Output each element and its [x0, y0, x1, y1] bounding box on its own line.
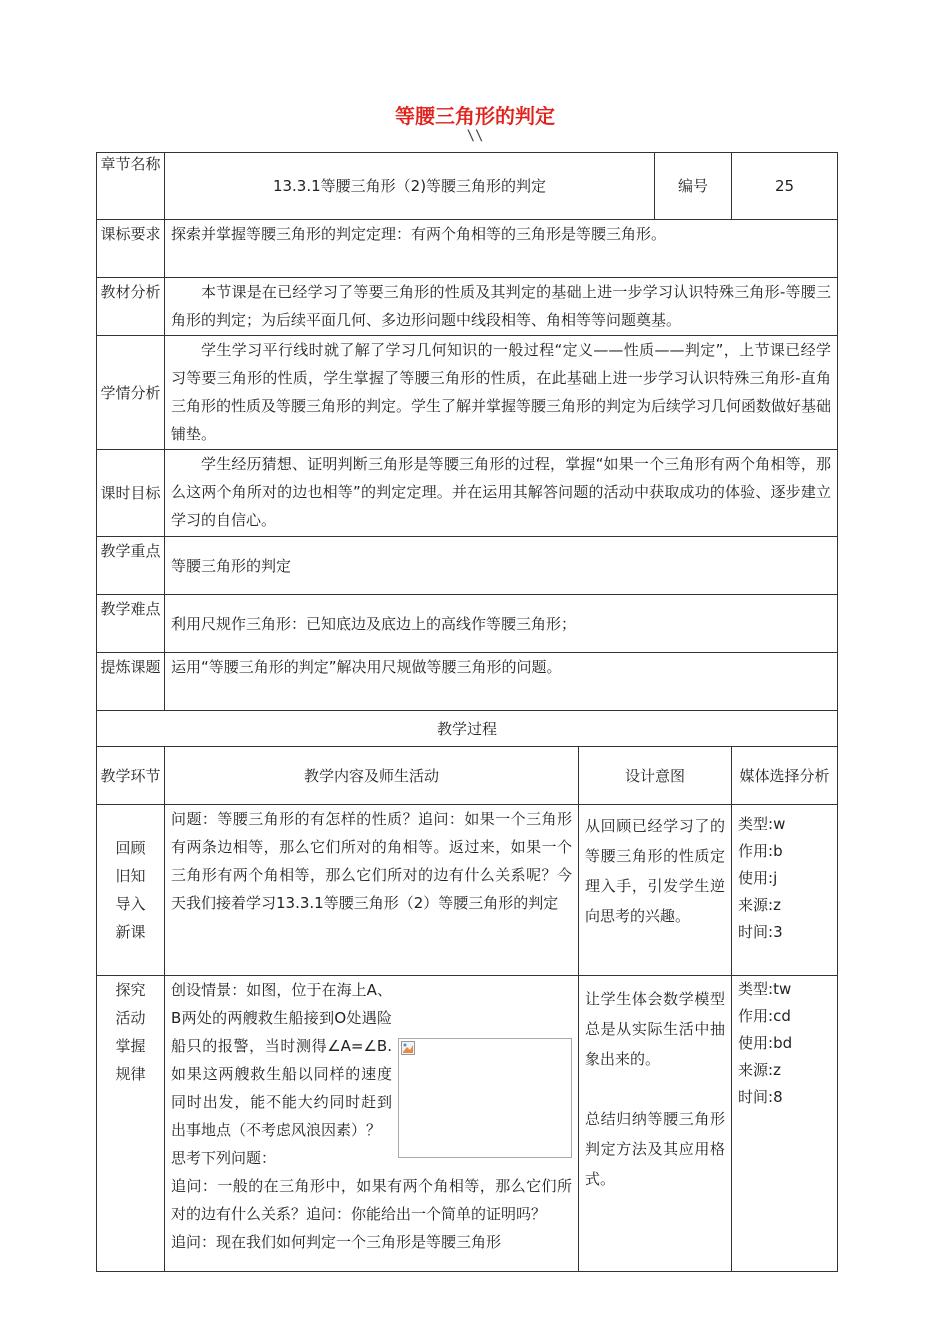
- media-item: 时间:3: [738, 923, 783, 941]
- chapter-label: 章节名称: [97, 153, 165, 220]
- row-text: 探索并掌握等腰三角形的判定定理：有两个角相等的三角形是等腰三角形。: [165, 220, 838, 278]
- stage-intent: 从回顾已经学习了的等腰三角形的性质定理入手，引发学生逆向思考的兴趣。: [579, 805, 732, 976]
- media-item: 类型:tw: [738, 980, 792, 998]
- table-row: [97, 537, 838, 595]
- row-text: 学生学习平行线时就了解了学习几何知识的一般过程“定义——性质——判定”，上节课已经学习等要三角形的性质，学生掌握了等腰三角形的性质，在此基础上进一步学习认识特殊三角形-直角三角形的性质及等腰三角形的判定。学生了解并掌握等腰三角形的判定为后续学习几何函数做好基础铺垫。: [165, 336, 838, 450]
- row-label: 课时目标: [97, 450, 165, 537]
- stage-label: 探究活动掌握规律: [97, 976, 165, 1272]
- table-row: [97, 336, 838, 450]
- col-media-header: 媒体选择分析: [732, 747, 838, 805]
- table-row: [97, 278, 838, 336]
- stage-label: 回顾旧知导入新课: [97, 805, 165, 976]
- lesson-plan-table: [96, 152, 838, 1272]
- row-text: 利用尺规作三角形：已知底边及底边上的高线作等腰三角形；: [165, 595, 838, 653]
- process-heading: 教学过程: [97, 711, 838, 747]
- media-item: 使用:bd: [738, 1034, 793, 1052]
- scenario-text: 创设情景：如图，位于在海上A、B两处的两艘救生船接到O处遇险船只的报警，当时测得∠A=∠B. 如果这两艘救生船以同样的速度同时出发，能不能大约同时赶到出事地点（不考虑风浪因素）？: [171, 981, 392, 1139]
- col-stage-header: 教学环节: [97, 747, 165, 805]
- subtitle-mark: \\: [466, 128, 484, 144]
- row-text: 学生经历猜想、证明判断三角形是等腰三角形的过程，掌握“如果一个三角形有两个角相等，那么这两个角所对的边也相等”的判定定理。并在运用其解答问题的活动中获取成功的体验、逐步建立学习的自信心。: [165, 450, 838, 537]
- stage-row: [97, 805, 838, 976]
- page-title: 等腰三角形的判定: [395, 104, 555, 128]
- stage-row: [97, 976, 838, 1272]
- table-row: [97, 595, 838, 653]
- stage-media: [732, 805, 838, 976]
- media-item: 作用:b: [738, 842, 783, 860]
- row-text: 本节课是在已经学习了等要三角形的性质及其判定的基础上进一步学习认识特殊三角形-等腰三角形的判定；为后续平面几何、多边形问题中线段相等、角相等等问题奠基。: [165, 278, 838, 336]
- stage-intent: [579, 976, 732, 1272]
- table-row: [97, 450, 838, 537]
- row-label: 课标要求: [97, 220, 165, 278]
- col-intent-header: 设计意图: [579, 747, 732, 805]
- row-text: 等腰三角形的判定: [165, 537, 838, 595]
- intent-text: 让学生体会数学模型总是从实际生活中抽象出来的。: [585, 990, 726, 1068]
- media-item: 作用:cd: [738, 1007, 791, 1025]
- row-label: 教学重点: [97, 537, 165, 595]
- number-label: 编号: [655, 153, 732, 220]
- followup-question: 追问：一般的在三角形中，如果有两个角相等，那么它们所对的边有什么关系？追问：你能给出一个简单的证明吗？: [171, 1177, 572, 1223]
- media-item: 时间:8: [738, 1088, 783, 1106]
- scenario-figure: [398, 1038, 572, 1158]
- media-item: 使用:j: [738, 869, 778, 887]
- chapter-value: 13.3.1等腰三角形（2)等腰三角形的判定: [165, 153, 655, 220]
- row-label: 教学难点: [97, 595, 165, 653]
- col-content-header: 教学内容及师生活动: [165, 747, 579, 805]
- stage-media: [732, 976, 838, 1272]
- stage-content: 问题：等腰三角形的有怎样的性质？追问：如果一个三角形有两条边相等，那么它们所对的角相等。返过来，如果一个三角形有两个角相等，那么它们所对的边有什么关系呢？今天我们接着学习13.3.1等腰三角形（2）等腰三角形的判定: [165, 805, 579, 976]
- number-value: 25: [732, 153, 838, 220]
- table-row: [97, 653, 838, 711]
- media-item: 类型:w: [738, 815, 786, 833]
- media-item: 来源:z: [738, 1061, 781, 1079]
- row-text: 运用“等腰三角形的判定”解决用尺规做等腰三角形的问题。: [165, 653, 838, 711]
- row-label: 教材分析: [97, 278, 165, 336]
- process-heading-row: [97, 711, 838, 747]
- intent-text: 总结归纳等腰三角形判定方法及其应用格式。: [585, 1110, 726, 1188]
- process-header-row: [97, 747, 838, 805]
- broken-image-icon: [401, 1041, 415, 1055]
- think-prompt: 思考下列问题：: [171, 1149, 277, 1167]
- row-label: 提炼课题: [97, 653, 165, 711]
- stage-content: [165, 976, 579, 1272]
- followup-question: 追问：现在我们如何判定一个三角形是等腰三角形: [171, 1233, 502, 1251]
- row-label: 学情分析: [97, 336, 165, 450]
- chapter-row: [97, 153, 838, 220]
- table-row: [97, 220, 838, 278]
- media-item: 来源:z: [738, 896, 781, 914]
